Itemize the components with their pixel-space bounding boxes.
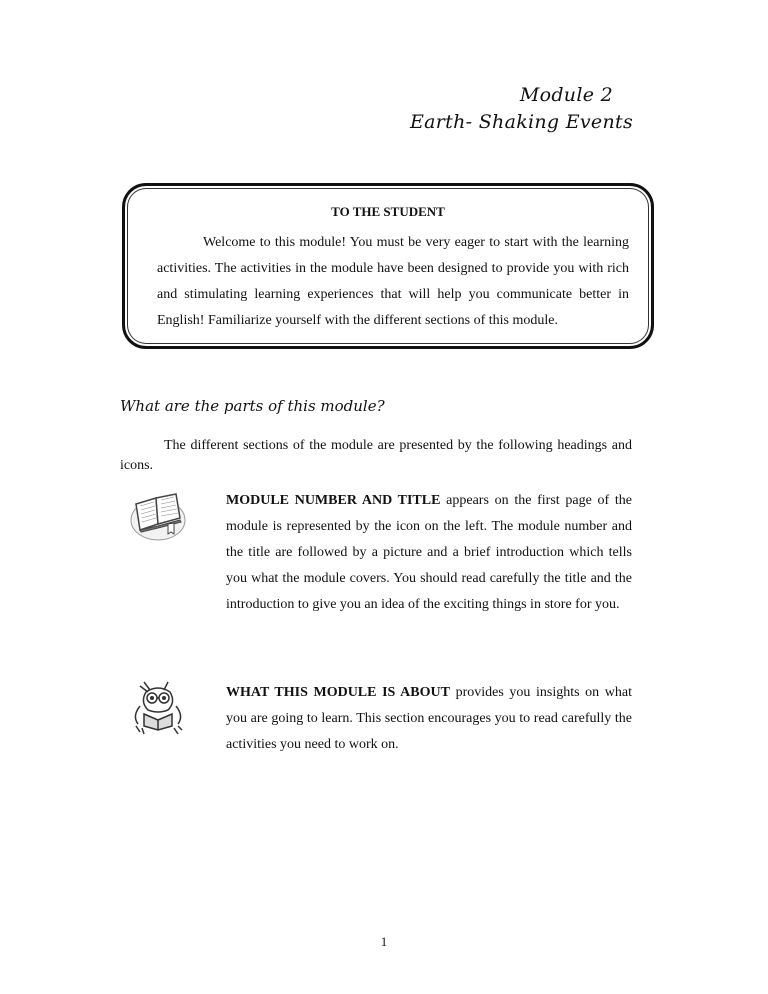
section-description <box>226 680 632 758</box>
section-title: MODULE NUMBER AND TITLE <box>226 493 441 508</box>
to-the-student-body <box>157 230 629 334</box>
section-body: appears on the first page of the module is represented by the icon on the left. The module number and the title are followed by a picture and a brief introduction which tells you what the module covers. You should read carefully the title and the introduction to give you an idea of the exciting things in store for you. <box>226 493 632 612</box>
parts-intro <box>120 436 632 476</box>
section-title: WHAT THIS MODULE IS ABOUT <box>226 685 450 700</box>
module-title-block <box>410 82 633 136</box>
section-item-what-this-module-is-about <box>120 676 632 786</box>
parts-intro-text: The different sections of the module are presented by the following headings and icons. <box>120 438 632 473</box>
section-body: provides you insights on what you are going to learn. This section encourages you to read carefully the activities you need to work on. <box>226 685 632 752</box>
module-title: Earth- Shaking Events <box>410 111 633 133</box>
parts-heading: What are the parts of this module? <box>120 397 385 415</box>
to-the-student-heading: TO THE STUDENT <box>331 204 445 219</box>
owl-reading-icon <box>128 676 188 736</box>
section-item-module-number-and-title <box>120 484 632 654</box>
page-number: 1 <box>380 934 388 949</box>
to-the-student-text: Welcome to this module! You must be very eager to start with the learning activities. The activities in the module have been designed to provide you with rich and stimulating learning experiences that will help you communicate better in English! Familiarize yourself with the different sections of this module. <box>157 235 629 328</box>
section-description <box>226 488 632 618</box>
to-the-student-box <box>122 183 654 349</box>
module-number: Module 2 <box>519 84 613 106</box>
open-book-icon <box>128 484 188 544</box>
